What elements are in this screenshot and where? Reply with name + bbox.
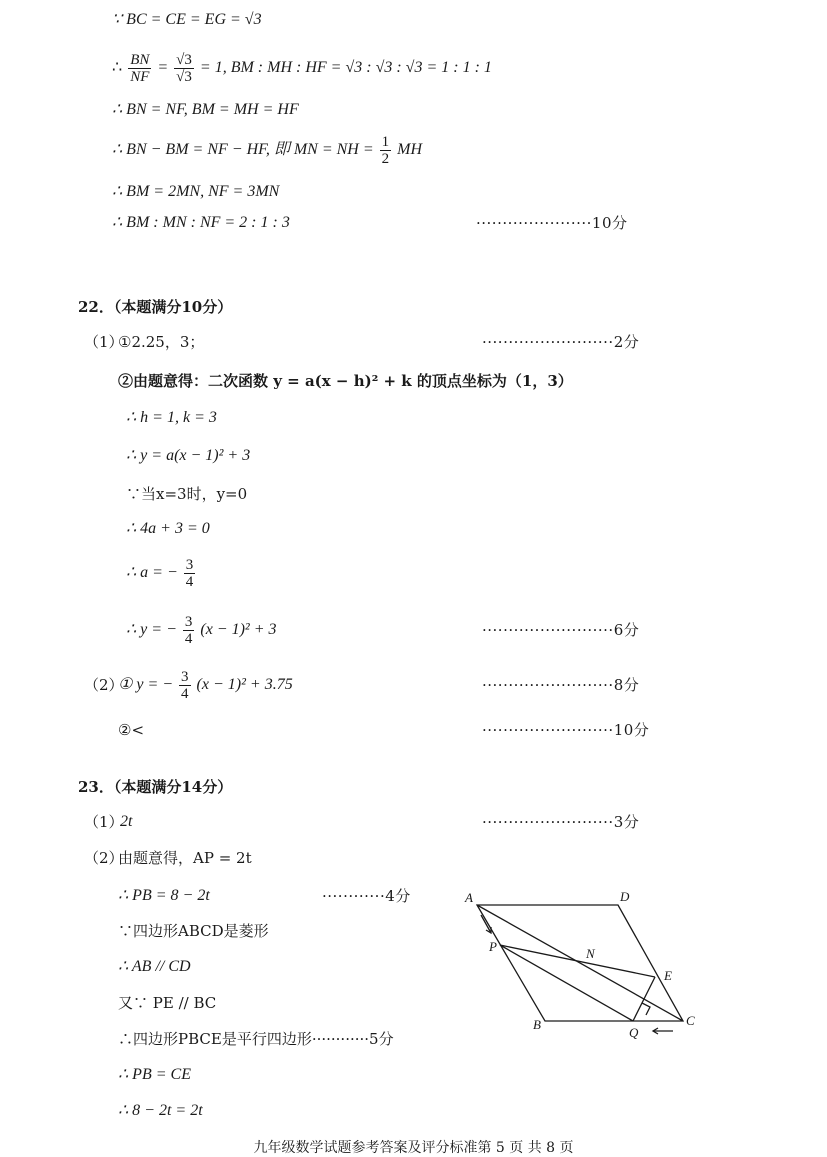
line-bm-mn-nf: ∴ BM : MN : NF = 2 : 1 : 3	[112, 214, 290, 231]
segment-pe	[500, 945, 655, 977]
line-bc-ce-eg: ∵ BC = CE = EG = √3	[112, 11, 262, 28]
label-e: E	[664, 968, 672, 983]
line-bm-2mn: ∴ BM = 2MN, NF = 3MN	[112, 183, 280, 200]
fraction-half: $\frac{1}{2}$	[381, 133, 390, 167]
line-bn-nf: ∴ BN = NF, BM = MH = HF	[112, 101, 299, 118]
fraction-three-quarters: $\frac{3}{4}$	[185, 556, 194, 590]
fraction-three-quarters: $\frac{3}{4}$	[181, 668, 189, 702]
label-n: N	[586, 946, 595, 961]
label-p: P	[489, 939, 497, 954]
page-footer: 九年级数学试题参考答案及评分标准第 5 页 共 8 页	[253, 1140, 574, 1156]
q22-part2-comparison: ②<	[118, 721, 145, 739]
score-10b: ·························10分	[482, 721, 650, 739]
q23-rhombus: ∵四边形ABCD是菱形	[118, 922, 269, 940]
line-mn-nh: ∴ BN − BM = NF − HF, 即 MN = NH = $\frac{1}{2}$ MH	[112, 133, 423, 167]
label-d: D	[620, 889, 630, 904]
segment-pq	[500, 945, 633, 1021]
q22-when-x3: ∵当x=3时，y=0	[126, 485, 248, 503]
q22-part1-label: （1）	[84, 333, 124, 351]
line-ratio: ∴ $\frac{BN}{NF}$ = $\frac{√3}{√3}$ = 1, BM : MH : HF = √3 : √3 : √3 = 1 : 1 : 1	[112, 51, 492, 85]
fraction-bn-nf: $\frac{BN}{NF}$	[130, 51, 150, 85]
q22-part2-label: （2）	[84, 676, 124, 694]
q23-heading: 23．（本题满分14分）	[78, 778, 233, 796]
score-4: ············4分	[322, 887, 411, 905]
label-b: B	[533, 1017, 541, 1032]
q22-part2-function: ① y = − $\frac{3}{4}$ (x − 1)² + 3.75	[118, 668, 293, 702]
score-2: ·························2分	[482, 333, 640, 351]
q22-heading: 22．（本题满分10分）	[78, 298, 233, 316]
q23-part1-label: （1）	[84, 813, 124, 831]
diagonal-ac	[477, 905, 683, 1021]
fraction-three-quarters: $\frac{3}{4}$	[184, 613, 193, 647]
score-10: ······················10分	[476, 214, 628, 232]
label-c: C	[686, 1013, 695, 1028]
q23-part1-value: 2t	[120, 813, 133, 830]
q23-equation: ∴ 8 − 2t = 2t	[118, 1102, 203, 1119]
q22-4a-3: ∴ 4a + 3 = 0	[126, 520, 210, 537]
q22-vertex-statement: ②由题意得：二次函数 y = a(x − h)² + k 的顶点坐标为（1，3）	[118, 372, 573, 390]
right-angle-mark	[642, 1003, 650, 1015]
q22-final-function: ∴ y = − $\frac{3}{4}$ (x − 1)² + 3	[126, 613, 277, 647]
q23-part2-label: （2）	[84, 849, 124, 867]
score-3: ·························3分	[482, 813, 640, 831]
label-a: A	[465, 890, 473, 905]
q22-vertex-form: ∴ y = a(x − 1)² + 3	[126, 447, 251, 464]
q22-a-value: ∴ a = − $\frac{3}{4}$	[126, 556, 194, 590]
q23-ap-2t: 由题意得，AP = 2t	[118, 849, 252, 867]
fraction-sqrt3: $\frac{√3}{√3}$	[176, 51, 192, 85]
label-q: Q	[629, 1025, 639, 1040]
q23-pb: ∴ PB = 8 − 2t	[118, 887, 210, 904]
score-8: ·························8分	[482, 676, 640, 694]
q23-pe-parallel-bc: 又∵ PE // BC	[118, 994, 217, 1012]
q22-h-k: ∴ h = 1, k = 3	[126, 409, 217, 426]
q22-part1-answer: ①2.25，3；	[118, 333, 205, 351]
q23-ab-parallel-cd: ∴ AB // CD	[118, 958, 191, 975]
rhombus-figure	[455, 885, 705, 1045]
score-6: ·························6分	[482, 621, 640, 639]
q23-pb-ce: ∴ PB = CE	[118, 1066, 191, 1083]
segment-qe	[633, 977, 655, 1021]
q23-parallelogram: ∴四边形PBCE是平行四边形············5分	[118, 1030, 394, 1048]
